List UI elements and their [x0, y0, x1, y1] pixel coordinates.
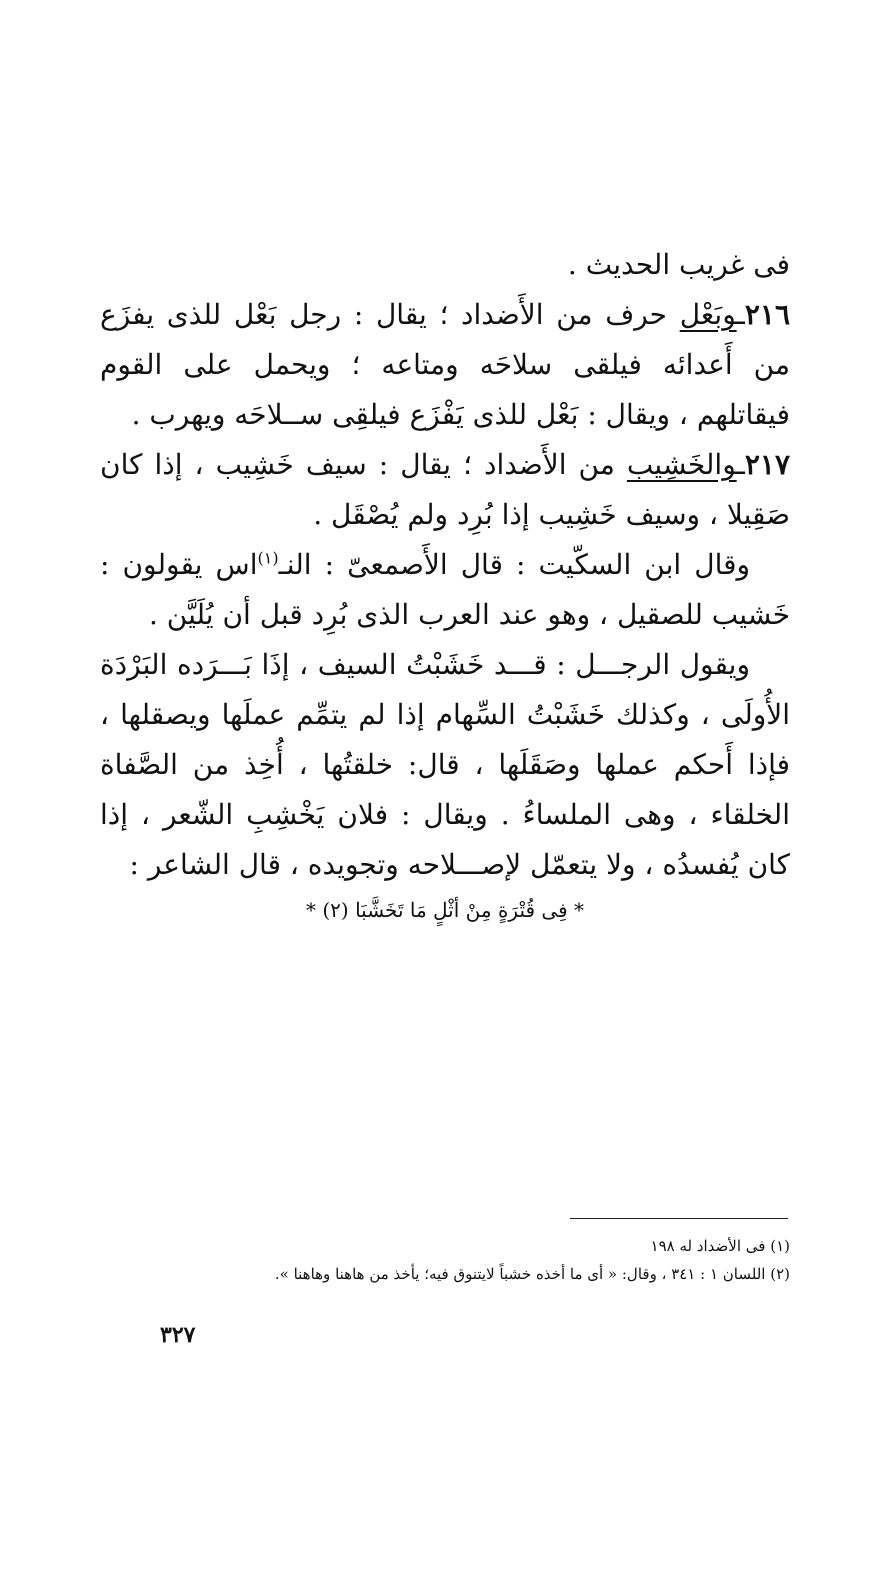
entry-216: [100, 290, 790, 440]
asmai-before: وقال ابن السكّيت : قال الأَصمعىّ : النـ: [278, 548, 750, 581]
asmai-paragraph: [100, 540, 790, 640]
footnote-2: (٢) اللسان ١ : ٣٤١ ، وقال: « أى ما أخذه خشباً لايتنوق فيه؛ يأخذ من هاهنا وهاهنا ».: [274, 1265, 790, 1283]
entry-text-217: من الأَضداد ؛ يقال : سيف خَشِيب ، إذا كان صَقِيلا ، وسيف خَشِيب إذا بُرِد ولم يُصْقَل .: [100, 448, 790, 531]
entry-217: [100, 440, 790, 540]
footnotes: [100, 1232, 790, 1288]
entry-term-217: والخَشِيب: [626, 448, 737, 481]
rajul-paragraph: ويقول الرجـــل : قـــد خَشَبْتُ السيف ، إذَا بَـــرَده البَرْدَة الأُولَى ، وكذلك خَشَبْتُ السِّهام إذا لم يتمِّم عملَها ويصقلها ، فإذا أَحكم عملها وصَقَلَها ، قال: خلقتُها ، أُخِذ من الصَّفاة الخلقاء ، وهى الملساءُ . ويقال : فلان يَخْشِبِ الشّعر ، إذا كان يُفسدُه ، ولا يتعمّل لإصـــلاحه وتجويده ، قال الشاعر :: [100, 648, 790, 881]
entry-dash-217: ـ: [736, 448, 745, 481]
footnote-ref-1: (١): [257, 548, 279, 568]
main-text: [100, 240, 790, 930]
entry-number-216: ٢١٦: [744, 298, 790, 331]
footnote-divider: [570, 1218, 788, 1219]
intro-line: فى غريب الحديث .: [567, 248, 790, 281]
footnote-1: (١) فى الأضداد له ١٩٨: [650, 1237, 790, 1255]
entry-dash-216: ـ: [736, 298, 745, 331]
entry-text-216: حرف من الأَضداد ؛ يقال : رجل بَعْل للذى يفزَع من أَعدائه فيلقى سلاحَه ومتاعه ؛ ويحمل على القوم فيقاتلهم ، ويقال : بَعْل للذى يَفْزَع فيلقِى ســلاحَه ويهرب .: [100, 298, 790, 431]
verse-line: * فِى قُتْرَةٍ مِنْ أثْلٍ مَا تَخَشَّبَا (٢) *: [305, 898, 585, 922]
page-number: ٣٢٧: [160, 1322, 196, 1348]
entry-term-216: وبَعْل: [679, 298, 737, 331]
entry-number-217: ٢١٧: [744, 448, 790, 481]
asmai-after: اس يقولون : خَشيب للصقيل ، وهو عند العرب الذى بُرِد قبل أن يُلَيَّن .: [100, 548, 790, 631]
